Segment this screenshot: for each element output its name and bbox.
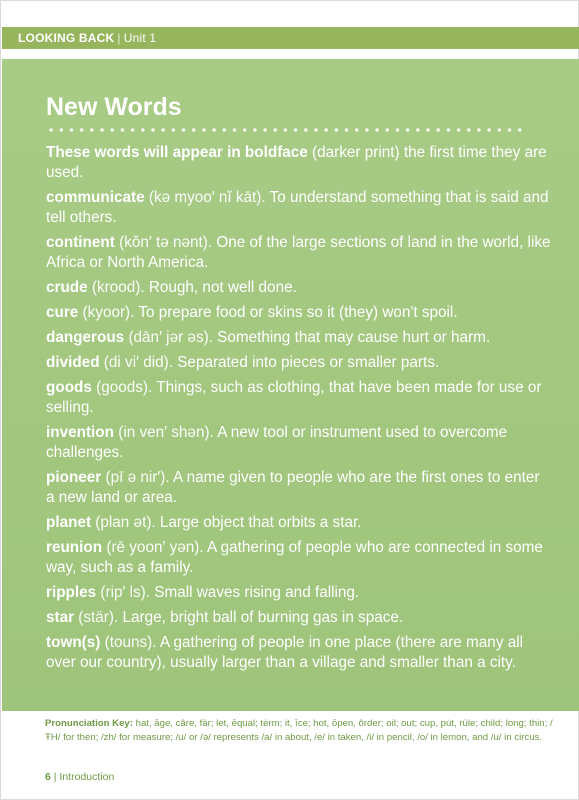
- vocabulary-entry: [46, 353, 551, 373]
- entry-pronunciation: (kŏn′ tə nənt).: [114, 234, 213, 251]
- entry-definition: Things, such as clothing, that have been made for use or selling.: [46, 379, 542, 416]
- entry-definition: A gathering of people in one place (there are many all over our country), usually larger than a village and smaller than a city.: [46, 634, 524, 671]
- entry-word: star: [46, 609, 75, 626]
- vocabulary-entry: [46, 423, 551, 463]
- entry-pronunciation: (in ven′ shən).: [114, 424, 214, 441]
- entry-definition: Something that may cause hurt or harm.: [212, 329, 491, 346]
- vocabulary-entry: [46, 188, 551, 228]
- vocabulary-entry: [46, 608, 551, 628]
- entry-word: invention: [46, 424, 114, 441]
- entry-pronunciation: (kə myoo′ nĭ kāt).: [144, 189, 266, 206]
- intro-bold-text: These words will appear in boldface: [46, 144, 308, 161]
- entry-pronunciation: (rē yoon′ yən).: [102, 539, 204, 556]
- section-header-bar: [2, 27, 579, 49]
- entry-definition: To prepare food or skins so it (they) won't spoil.: [134, 304, 458, 321]
- intro-rest-text: (darker print) the first time they are used.: [46, 144, 547, 181]
- vocabulary-entry: [46, 303, 551, 323]
- vocabulary-entry: [46, 328, 551, 348]
- entry-pronunciation: (goods).: [91, 379, 153, 396]
- vocabulary-entry: [46, 468, 551, 508]
- entry-word: communicate: [46, 189, 145, 206]
- pronunciation-key-label: Pronunciation Key:: [45, 718, 133, 729]
- vocabulary-entry: [46, 233, 551, 273]
- entry-definition: A name given to people who are the first ones to enter a new land or area.: [46, 469, 540, 506]
- entry-pronunciation: (krood).: [87, 279, 145, 296]
- entry-word: reunion: [46, 539, 103, 556]
- page-number: 6: [45, 771, 51, 783]
- entry-definition: Rough, not well done.: [144, 279, 297, 296]
- pronunciation-key: [45, 717, 565, 745]
- entry-pronunciation: (dān′ jər əs).: [124, 329, 213, 346]
- section-title: LOOKING BACK: [18, 31, 115, 45]
- entry-word: goods: [46, 379, 92, 396]
- entry-word: dangerous: [46, 329, 125, 346]
- page-footer: [45, 771, 114, 783]
- vocabulary-entry: [46, 378, 551, 418]
- vocabulary-entry: [46, 278, 551, 298]
- entry-pronunciation: (pī ə nir′).: [101, 469, 170, 486]
- entry-pronunciation: (kyoor).: [78, 304, 135, 321]
- page-title: New Words: [46, 93, 182, 121]
- entry-definition: One of the large sections of land in the world, like Africa or North America.: [46, 234, 551, 271]
- pronunciation-key-text: hat, āge, câre, fär; let, ēqual; tėrm; it, īce; hot, ōpen, ôrder; oil; out; cup, pu̇t, rüle; child; long; thin; /ŦH/ for then; /zh/ for measure; /u/ or /ə/ represents /a/ in about, /e/ in taken, /i/ in pencil, /o/ in lemon, and /u/ in circus.: [45, 718, 553, 743]
- header-separator: |: [117, 31, 121, 45]
- unit-label: Unit 1: [123, 31, 157, 45]
- entry-pronunciation: (di vi′ did).: [99, 354, 173, 371]
- entry-word: town(s): [46, 634, 101, 651]
- entry-pronunciation: (stär).: [74, 609, 119, 626]
- entry-pronunciation: (rip′ ls).: [96, 584, 151, 601]
- vocabulary-entry: [46, 633, 551, 673]
- vocabulary-list: [46, 188, 551, 673]
- entry-word: cure: [46, 304, 79, 321]
- footer-section: Introduction: [59, 771, 115, 783]
- entry-definition: A gathering of people who are connected in some way, such as a family.: [46, 539, 543, 576]
- vocabulary-entry: [46, 513, 551, 533]
- entry-definition: To understand something that is said and tell others.: [46, 189, 549, 226]
- entry-word: ripples: [46, 584, 97, 601]
- entry-definition: Separated into pieces or smaller parts.: [172, 354, 440, 371]
- footer-separator: |: [53, 771, 57, 783]
- entry-pronunciation: (touns).: [100, 634, 157, 651]
- entry-word: divided: [46, 354, 100, 371]
- dotted-divider: [46, 127, 526, 133]
- entry-word: continent: [46, 234, 115, 251]
- vocabulary-entry: [46, 538, 551, 578]
- intro-text: [46, 143, 551, 183]
- entry-word: pioneer: [46, 469, 102, 486]
- new-words-panel: [2, 59, 579, 711]
- entry-word: planet: [46, 514, 92, 531]
- entry-definition: Large object that orbits a star.: [155, 514, 362, 531]
- entry-definition: Small waves rising and falling.: [150, 584, 360, 601]
- entry-definition: A new tool or instrument used to overcome challenges.: [46, 424, 508, 461]
- entry-word: crude: [46, 279, 88, 296]
- entry-pronunciation: (plan ət).: [91, 514, 156, 531]
- entry-definition: Large, bright ball of burning gas in space.: [118, 609, 404, 626]
- vocabulary-entry: [46, 583, 551, 603]
